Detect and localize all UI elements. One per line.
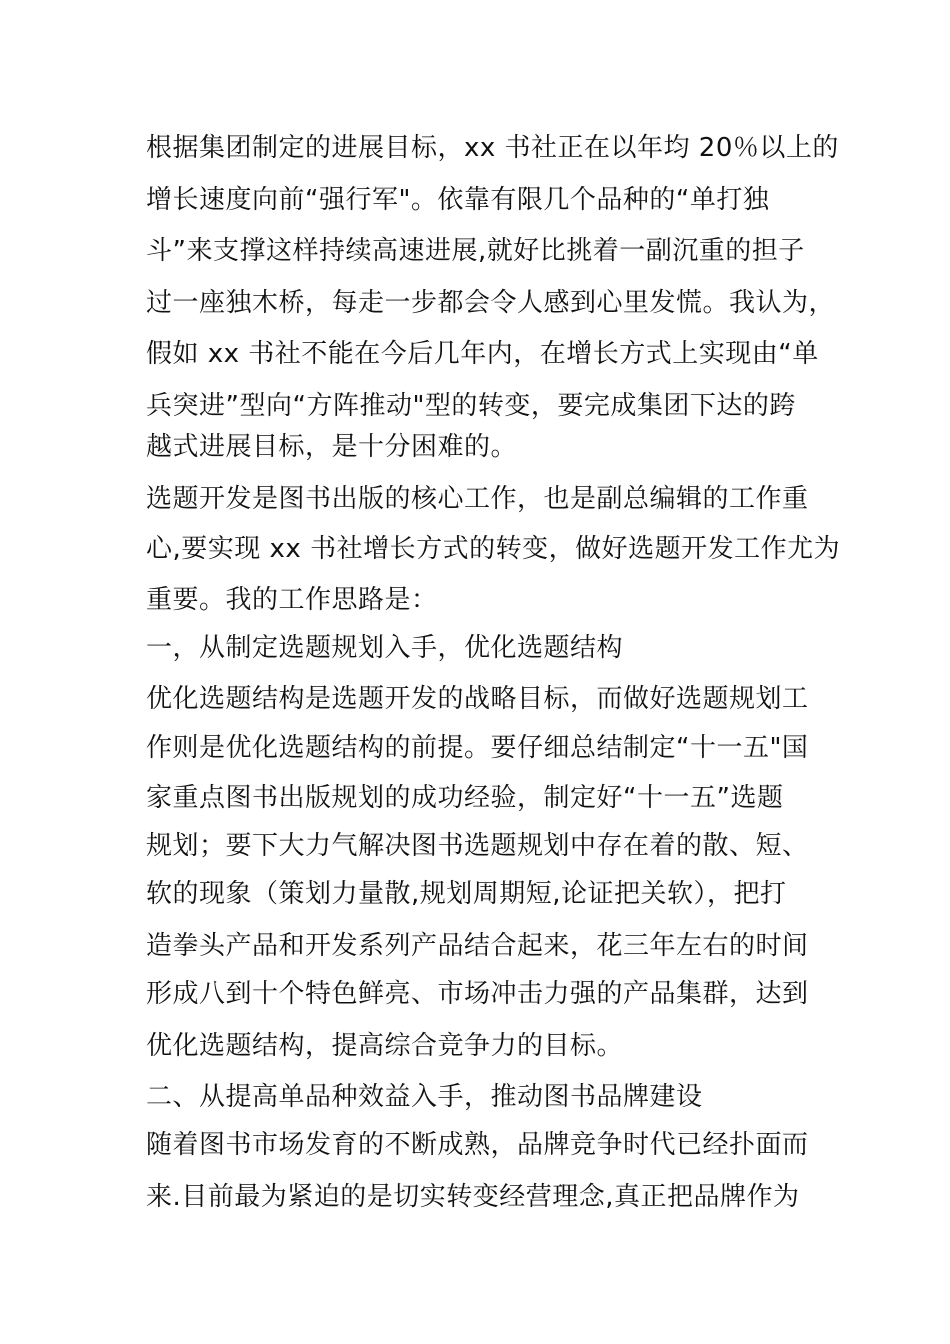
text-line: 随着图书市场发育的不断成熟，品牌竞争时代已经扑面而 — [146, 1130, 809, 1160]
text-line: 作则是优化选题结构的前提。要仔细总结制定“十一五"国 — [146, 733, 809, 763]
text-line: 规划；要下大力气解决图书选题规划中存在着的散、短、 — [146, 831, 809, 861]
text-line: 家重点图书出版规划的成功经验，制定好“十一五”选题 — [146, 783, 784, 813]
text-line: 重要。我的工作思路是： — [146, 585, 438, 615]
text-line: 来.目前最为紧迫的是切实转变经营理念,真正把品牌作为 — [146, 1182, 800, 1212]
section-heading: 一，从制定选题规划入手，优化选题结构 — [146, 633, 624, 663]
text-line: 根据集团制定的进展目标，xx 书社正在以年均 20％以上的 — [146, 133, 839, 163]
text-line: 心,要实现 xx 书社增长方式的转变，做好选题开发工作尤为 — [146, 534, 841, 564]
text-line: 越式进展目标，是十分困难的。 — [146, 432, 518, 462]
text-line: 过一座独木桥，每走一步都会令人感到心里发慌。我认为， — [146, 288, 836, 318]
text-line: 软的现象（策划力量散,规划周期短,论证把关软），把打 — [146, 879, 787, 909]
text-line: 斗”来支撑这样持续高速进展,就好比挑着一副沉重的担子 — [146, 236, 805, 266]
section-heading: 二、从提高单品种效益入手，推动图书品牌建设 — [146, 1082, 703, 1112]
text-line: 选题开发是图书出版的核心工作，也是副总编辑的工作重 — [146, 484, 809, 514]
text-line: 兵突进”型向“方阵推动"型的转变，要完成集团下达的跨 — [146, 391, 796, 421]
text-line: 优化选题结构，提高综合竞争力的目标。 — [146, 1031, 624, 1061]
text-line: 假如 xx 书社不能在今后几年内，在增长方式上实现由“单 — [146, 339, 819, 369]
text-line: 优化选题结构是选题开发的战略目标，而做好选题规划工 — [146, 684, 809, 714]
text-line: 造拳头产品和开发系列产品结合起来，花三年左右的时间 — [146, 931, 809, 961]
text-line: 形成八到十个特色鲜亮、市场冲击力强的产品集群，达到 — [146, 979, 809, 1009]
text-line: 增长速度向前“强行军"。依靠有限几个品种的“单打独 — [146, 185, 770, 215]
